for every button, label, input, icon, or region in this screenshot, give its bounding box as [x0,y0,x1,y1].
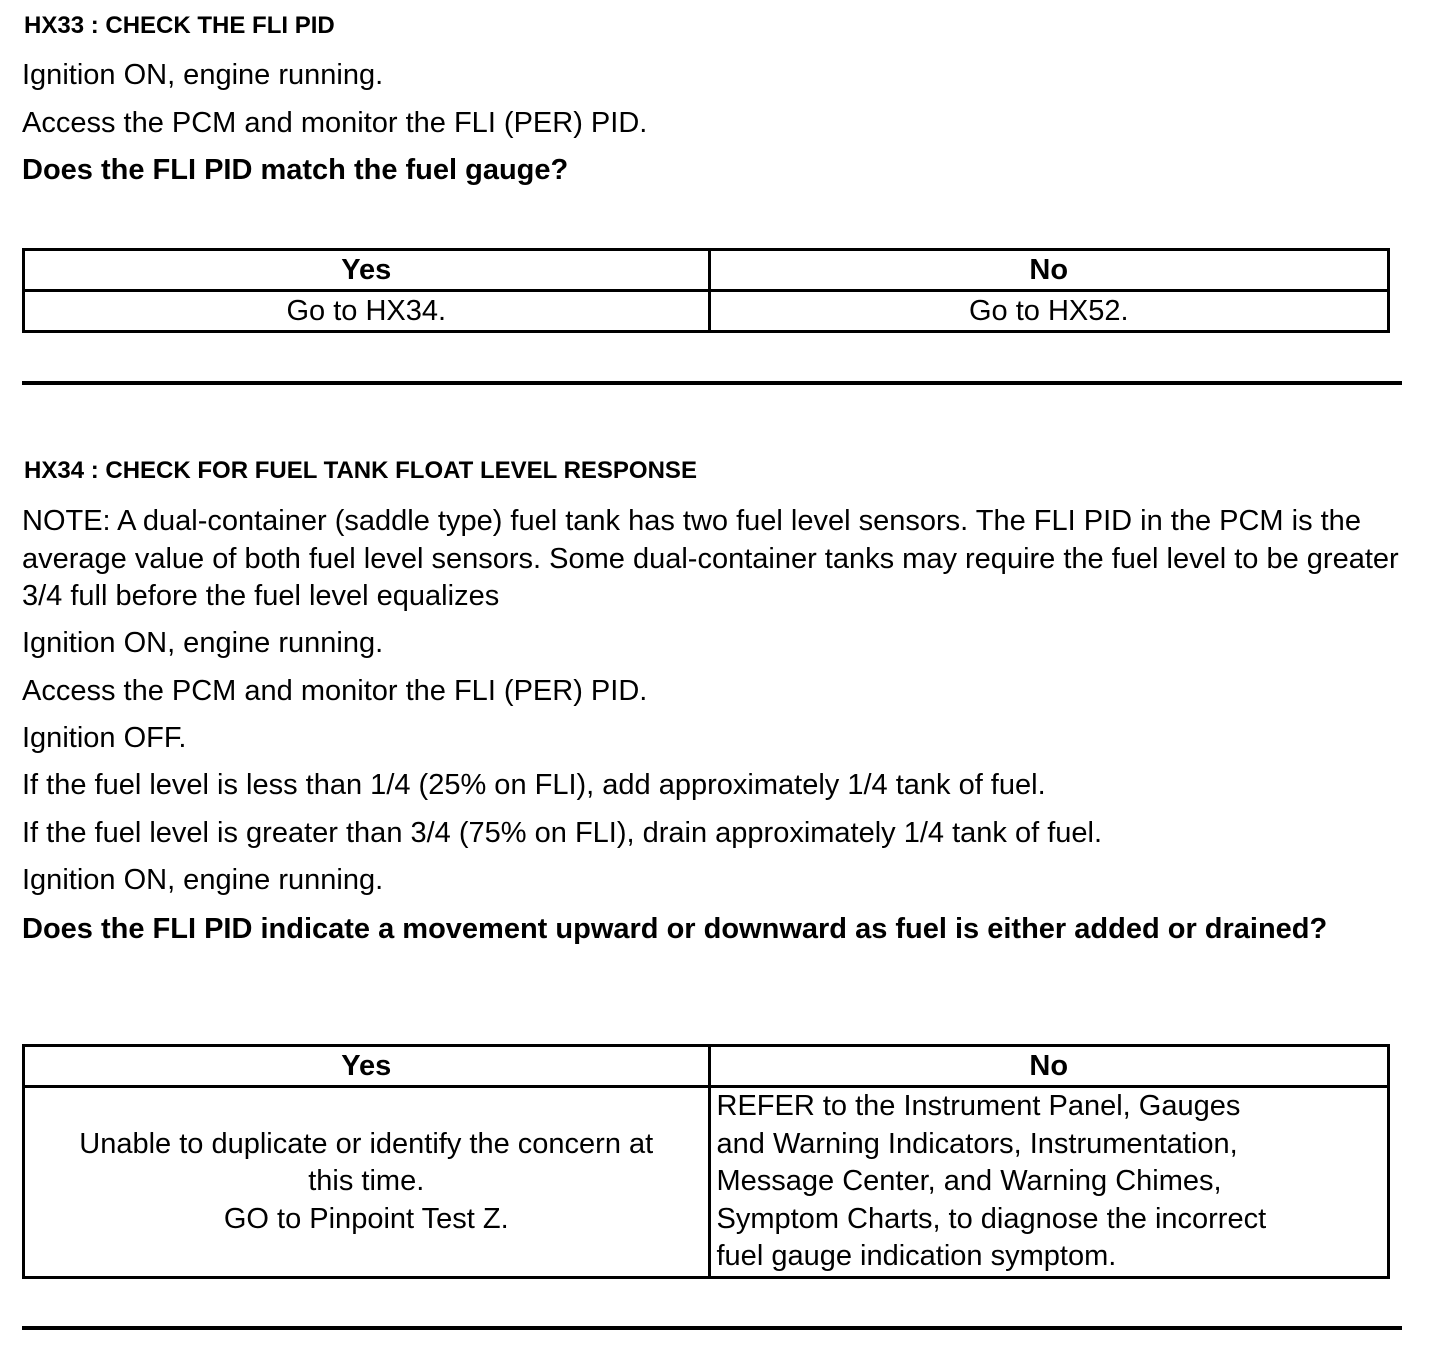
no-header: No [709,1046,1389,1087]
step-hx33-instruction: Access the PCM and monitor the FLI (PER) PID. [22,107,648,139]
step-hx33-result-table [22,248,1390,333]
step-hx34-instruction: If the fuel level is less than 1/4 (25% on FLI), add approximately 1/4 tank of fuel. [22,769,1046,801]
yes-action-line: this time. [308,1165,425,1197]
step-hx34-note: NOTE: A dual-container (saddle type) fuel tank has two fuel level sensors. The FLI PID in the PCM is the average value of both fuel level sensors. Some dual-container tanks may require the fuel level to be greater 3/4 full before the fuel level equalizes [22,505,1399,612]
no-action-line: Symptom Charts, to diagnose the incorrect [716,1202,1267,1235]
yes-action [24,1087,710,1278]
step-hx34-result-table [22,1044,1390,1279]
no-header: No [709,250,1389,291]
section-divider [22,381,1402,385]
no-action [709,1087,1389,1278]
yes-header: Yes [24,1046,710,1087]
no-action-line: Message Center, and Warning Chimes, [716,1165,1222,1197]
no-action-line: and Warning Indicators, Instrumentation, [716,1127,1238,1160]
step-hx33-question: Does the FLI PID match the fuel gauge? [22,154,569,186]
step-hx33-title: HX33 : CHECK THE FLI PID [24,12,335,39]
step-hx34-title: HX34 : CHECK FOR FUEL TANK FLOAT LEVEL RESPONSE [24,457,697,484]
no-action-line: fuel gauge indication symptom. [716,1240,1117,1272]
no-action: Go to HX52. [709,291,1389,332]
step-hx33-instruction: Ignition ON, engine running. [22,59,384,91]
yes-action-line: Unable to duplicate or identify the concern at [79,1127,654,1160]
step-hx34-instruction: Ignition ON, engine running. [22,864,384,896]
yes-action-line: GO to Pinpoint Test Z. [223,1202,509,1235]
step-hx34-instruction: Ignition ON, engine running. [22,627,384,659]
step-hx34-instruction: Ignition OFF. [22,722,187,754]
step-hx34-instruction: If the fuel level is greater than 3/4 (75% on FLI), drain approximately 1/4 tank of fuel. [22,817,1103,849]
step-hx34-instruction: Access the PCM and monitor the FLI (PER) PID. [22,675,648,707]
no-action-line: REFER to the Instrument Panel, Gauges [716,1090,1241,1122]
yes-action: Go to HX34. [24,291,710,332]
yes-header: Yes [24,250,710,291]
step-hx34-question: Does the FLI PID indicate a movement upward or downward as fuel is either added or drained? [22,913,1328,945]
section-divider [22,1326,1402,1330]
